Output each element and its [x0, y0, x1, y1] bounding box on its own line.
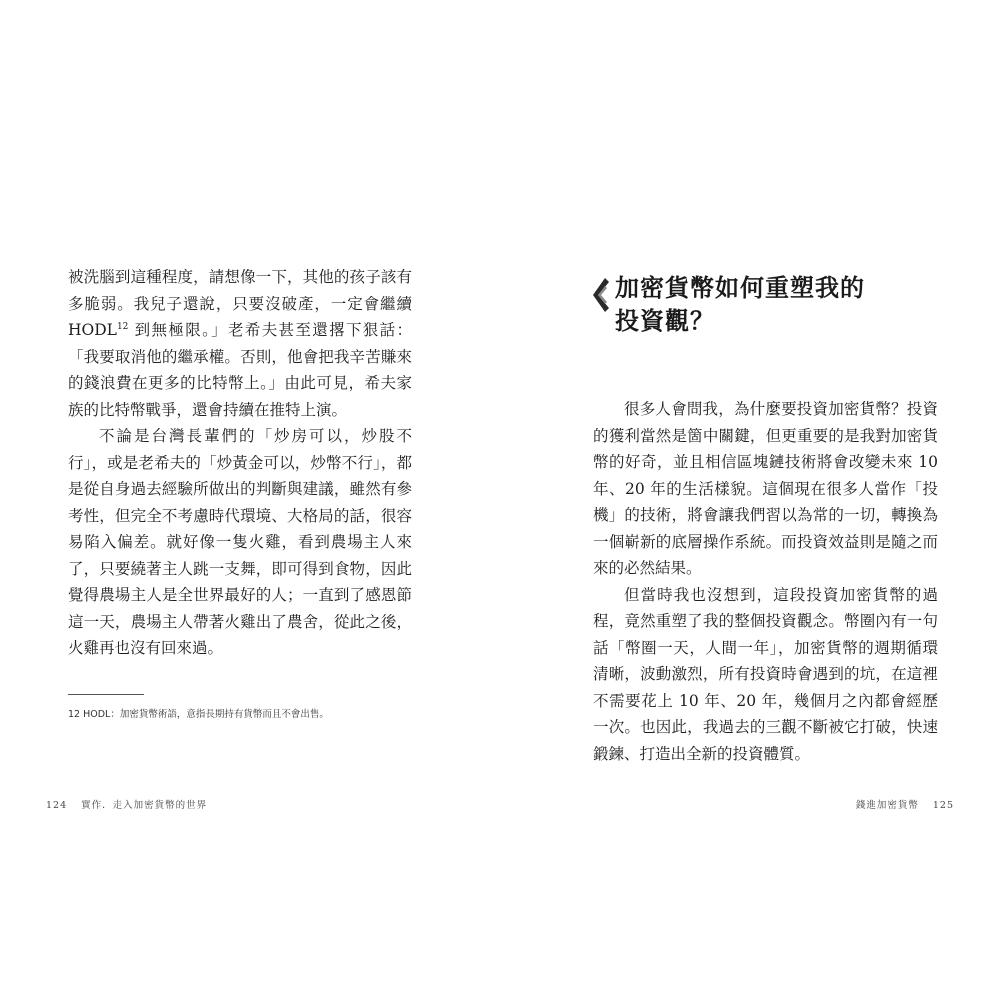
right-footer	[856, 797, 954, 811]
running-title: 實作．走入加密貨幣的世界	[81, 800, 208, 811]
paragraph: 很多人會問我，為什麼要投資加密貨幣？投資的獲利當然是箇中關鍵，但更重要的是我對加密貨幣的好奇，並且相信區塊鏈技術將會改變未來 10 年、20 年的生活樣貌。這個現在很多人當作「投機」的技術，將會讓我們習以為常的一切，轉換為一個嶄新的底層操作系統。而投資效益則是隨之而來的必然結果。	[593, 400, 938, 577]
paragraph-text: 被洗腦到這種程度，請想像一下，其他的孩子該有多脆弱。我兒子還說，只要沒破產，一定會繼續 HODL	[68, 268, 412, 339]
paragraph: 但當時我也沒想到，這段投資加密貨幣的過程，竟然重塑了我的整個投資觀念。幣圈內有一句話「幣圈一天，人間一年」，加密貨幣的週期循環清晰，波動激烈，所有投資時會遇到的坑，在這裡不需要花上 10 年、20 年，幾個月之內都會經歷一次。也因此，我過去的三觀不斷被它打破，快速鍛鍊、打造出全新的投資體質。	[593, 585, 938, 763]
paragraph	[68, 264, 412, 423]
chapter-heading	[615, 272, 973, 338]
running-title: 錢進加密貨幣	[855, 800, 919, 811]
footnote: 12 HODL：加密貨幣術語，意指長期持有貨幣而且不會出售。	[68, 709, 329, 720]
page-number: 124	[46, 800, 68, 811]
chapter-heading-block	[593, 272, 973, 338]
footnote-divider	[68, 694, 144, 695]
paragraph: 不論是台灣長輩們的「炒房可以，炒股不行」，或是老希夫的「炒黃金可以，炒幣不行」，都是從自身過去經驗所做出的判斷與建議，雖然有參考性，但完全不考慮時代環境、大格局的話，很容易陷入偏差。就好像一隻火雞，看到農場主人來了，只要繞著主人跳一支舞，即可得到食物，因此覺得農場主人是全世界最好的人；一直到了感恩節這一天，農場主人帶著火雞出了農舍，從此之後，火雞再也沒有回來過。	[68, 427, 412, 657]
left-footer	[46, 797, 207, 811]
heading-line: 加密貨幣如何重塑我的	[615, 274, 865, 302]
paragraph-text: 到無極限。」老希夫甚至還撂下狠話：「我要取消他的繼承權。否則，他會把我辛苦賺來的錢浪費在更多的比特幣上。」由此可見，希夫家族的比特幣戰爭，還會持續在推特上演。	[68, 321, 412, 419]
footnote-reference: 12	[116, 321, 129, 332]
right-page	[500, 0, 1000, 1000]
page-number: 125	[932, 800, 954, 811]
chevron-mark-icon	[593, 278, 609, 312]
heading-line: 投資觀？	[615, 307, 715, 335]
left-body-text	[68, 264, 412, 662]
right-body-text	[593, 396, 938, 767]
